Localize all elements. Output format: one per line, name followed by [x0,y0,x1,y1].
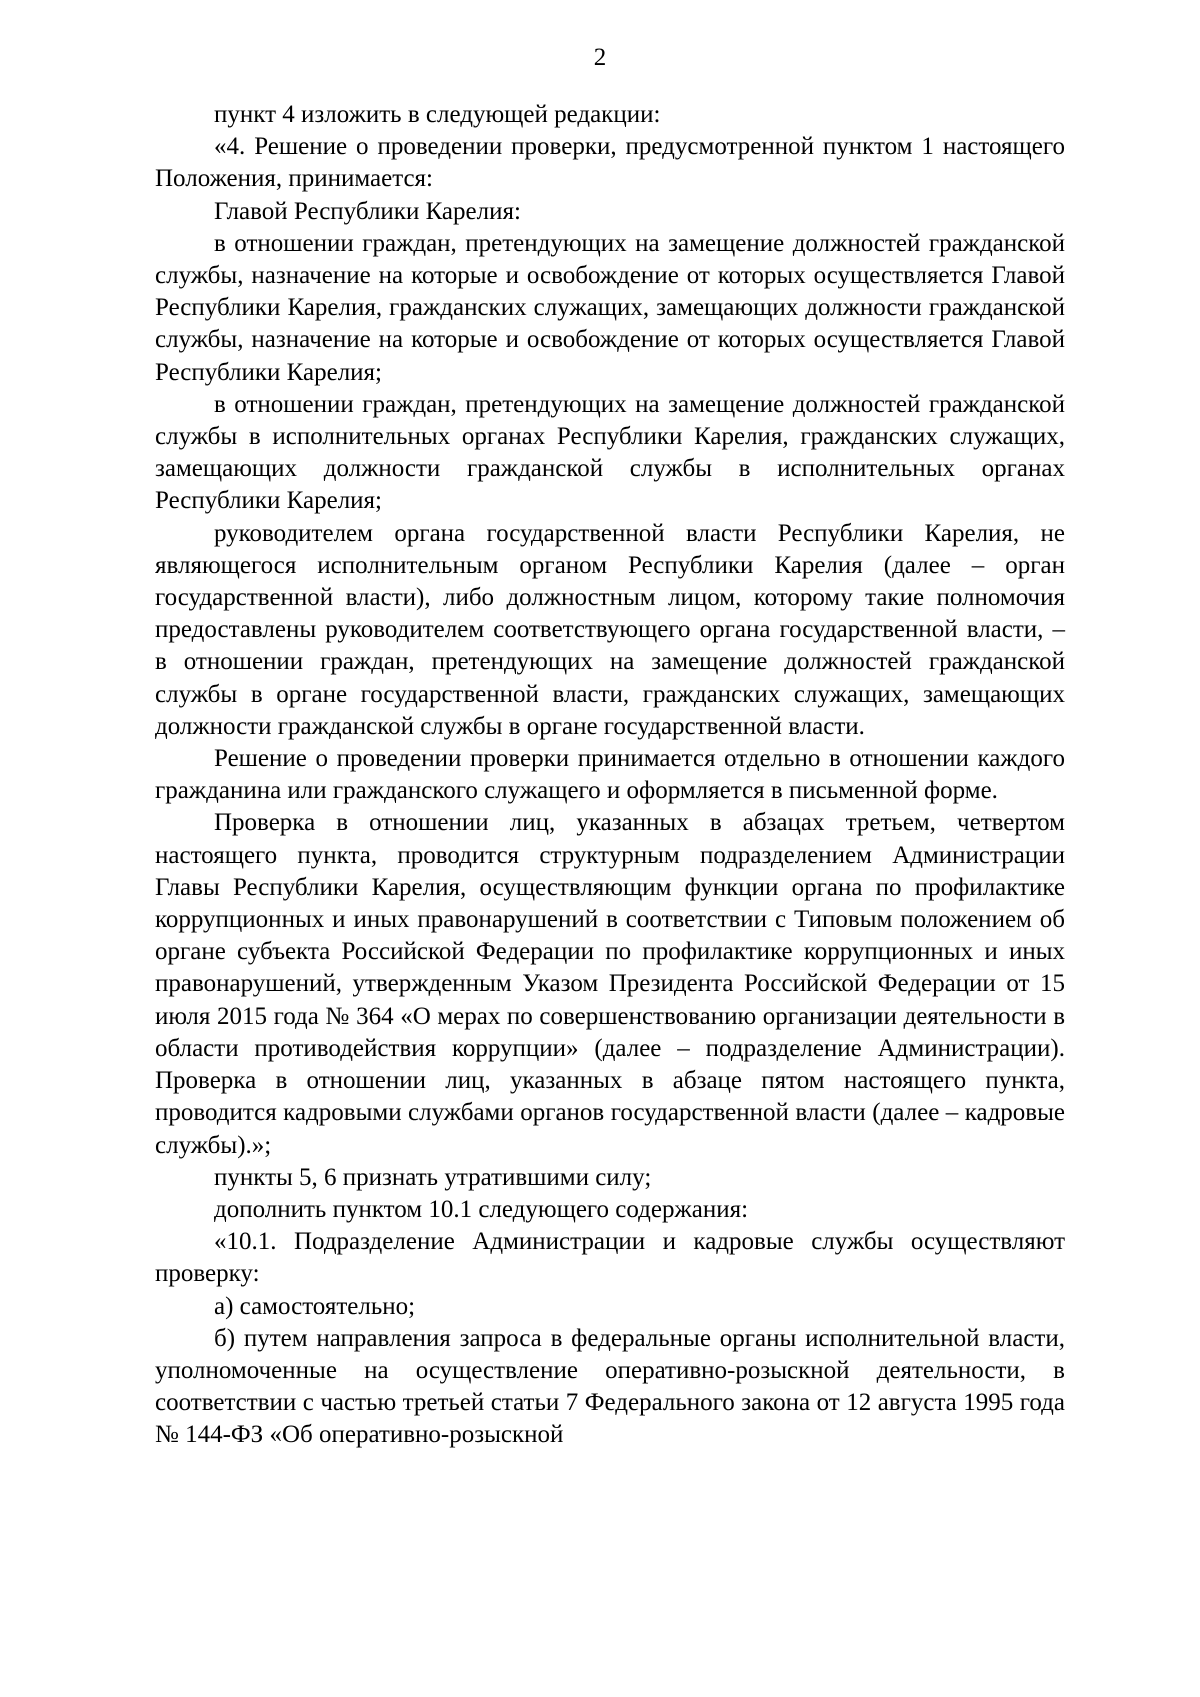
paragraph-point-10-1: «10.1. Подразделение Администрации и кадровые службы осуществляют проверку: [155,1228,1065,1288]
paragraph-citizens-head-appointees: в отношении граждан, претендующих на замещение должностей гражданской службы, назначение на которые и освобождение от которых осуществляется Главой Республики Карелия, гражданских служащих, замещающих должности гражданской службы, назначение на которые и освобождение от которых осуществляется Главой Республики Карелия; [155,229,1065,386]
paragraph-citizens-executive-bodies: в отношении граждан, претендующих на замещение должностей гражданской службы в исполнительных органах Республики Карелия, гражданских служащих, замещающих должности гражданской службы в исполнительных органах Республики Карелия; [155,390,1065,515]
paragraph-state-authority-head: руководителем органа государственной власти Республики Карелия, не являющегося исполнительным органом Республики Карелия (далее – орган государственной власти), либо должностным лицом, которому такие полномочия предоставлены руководителем соответствующего органа государственной власти, – в отношении граждан, претендующих на замещение должностей гражданской службы в органе государственной власти, гражданских служащих, замещающих должности гражданской службы в органе государственной власти. [155,519,1065,740]
page-number: 2 [593,44,607,71]
paragraph-points-5-6-void: пункты 5, 6 признать утратившими силу; [214,1163,652,1191]
paragraph-item-a: а) самостоятельно; [214,1292,416,1320]
paragraph-amend-point-4: пункт 4 изложить в следующей редакции: [214,101,661,128]
paragraph-point-4-intro: «4. Решение о проведении проверки, предусмотренной пунктом 1 настоящего Положения, принимается: [155,133,1065,193]
paragraph-verification-procedure: Проверка в отношении лиц, указанных в абзацах третьем, четвертом настоящего пункта, проводится структурным подразделением Администрации Главы Республики Карелия, осуществляющим функции органа по профилактике коррупционных и иных правонарушений в соответствии с Типовым положением об органе субъекта Российской Федерации по профилактике коррупционных и иных правонарушений, утвержденным Указом Президента Российской Федерации от 15 июля 2015 года № 364 «О мерах по совершенствованию организации деятельности в области противодействия коррупции» (далее – подразделение Администрации). Проверка в отношении лиц, указанных в абзаце пятом настоящего пункта, проводится кадровыми службами органов государственной власти (далее – кадровые службы).»; [155,809,1065,1159]
paragraph-decision-written-form: Решение о проведении проверки принимается отдельно в отношении каждого гражданина или гражданского служащего и оформляется в письменной форме. [155,745,1065,805]
paragraph-add-point-10-1: дополнить пунктом 10.1 следующего содержания: [214,1195,749,1223]
paragraph-item-b: б) путем направления запроса в федеральные органы исполнительной власти, уполномоченные на осуществление оперативно-розыскной деятельности, в соответствии с частью третьей статьи 7 Федерального закона от 12 августа 1995 года № 144-ФЗ «Об оперативно-розыскной [155,1324,1065,1449]
paragraph-head-of-republic: Главой Республики Карелия: [214,197,521,225]
document-body [155,99,1065,1452]
